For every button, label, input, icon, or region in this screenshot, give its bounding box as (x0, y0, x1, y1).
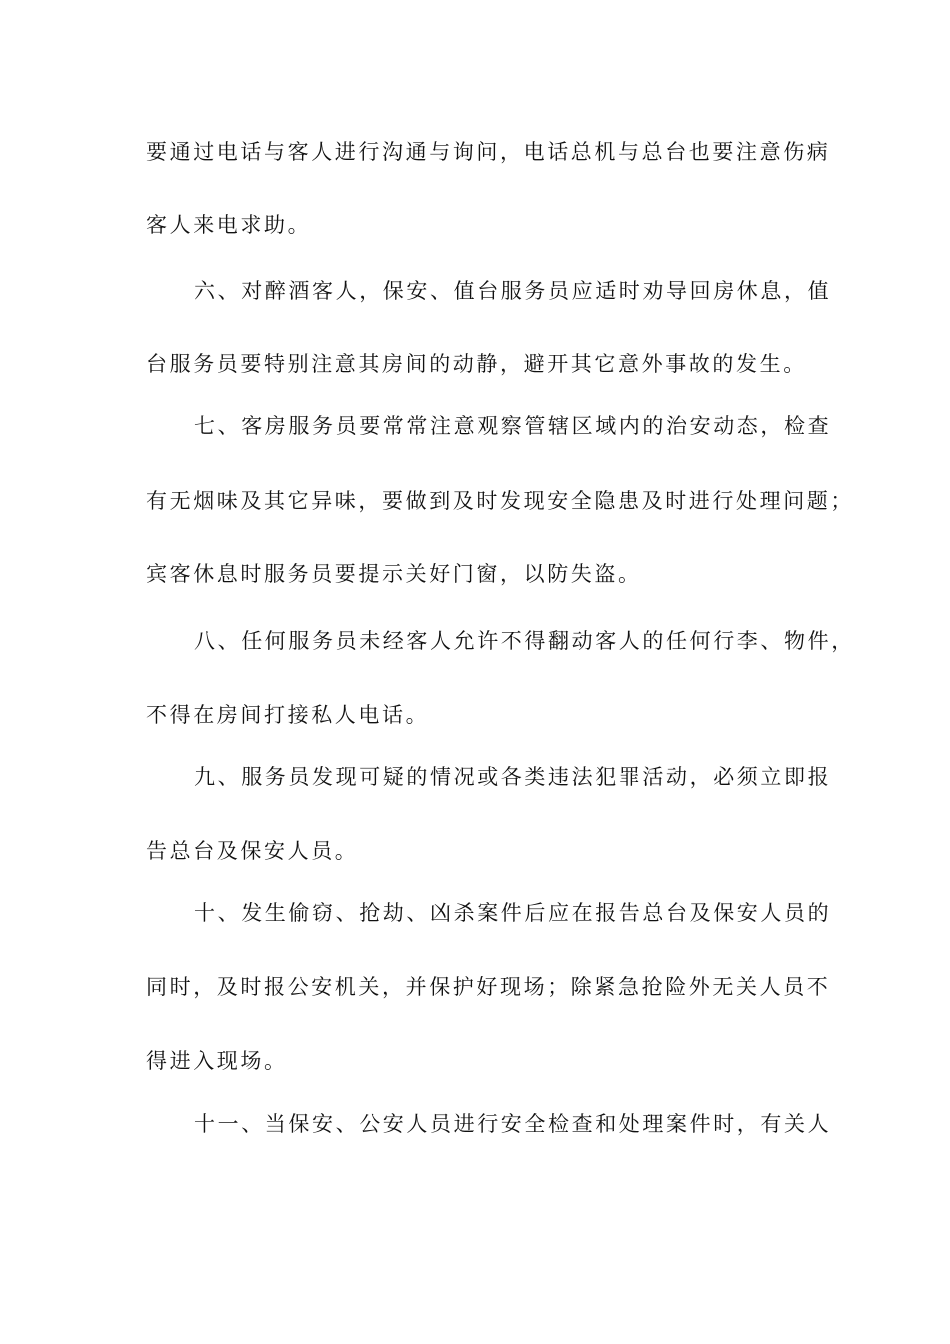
text-line-6: 有无烟味及其它异味，要做到及时发现安全隐患及时进行处理问题； (146, 489, 854, 513)
text-line-15: 十一、当保安、公安人员进行安全检查和处理案件时，有关人 (194, 1112, 832, 1136)
text-line-1: 要通过电话与客人进行沟通与询问，电话总机与总台也要注意伤病 (146, 140, 831, 164)
text-line-11: 告总台及保安人员。 (146, 839, 359, 863)
text-line-5: 七、客房服务员要常常注意观察管辖区域内的治安动态，检查 (194, 414, 832, 438)
text-line-9: 不得在房间打接私人电话。 (146, 703, 430, 727)
text-line-13: 同时，及时报公安机关，并保护好现场；除紧急抢险外无关人员不 (146, 975, 831, 999)
text-line-8: 八、任何服务员未经客人允许不得翻动客人的任何行李、物件， (194, 629, 855, 653)
text-line-7: 宾客休息时服务员要提示关好门窗，以防失盗。 (146, 562, 642, 586)
text-line-4: 台服务员要特别注意其房间的动静，避开其它意外事故的发生。 (146, 352, 807, 376)
text-line-2: 客人来电求助。 (146, 213, 312, 237)
text-line-10: 九、服务员发现可疑的情况或各类违法犯罪活动，必须立即报 (194, 765, 832, 789)
text-line-3: 六、对醉酒客人，保安、值台服务员应适时劝导回房休息，值 (194, 279, 832, 303)
text-line-14: 得进入现场。 (146, 1049, 288, 1073)
text-line-12: 十、发生偷窃、抢劫、凶杀案件后应在报告总台及保安人员的 (194, 901, 832, 925)
